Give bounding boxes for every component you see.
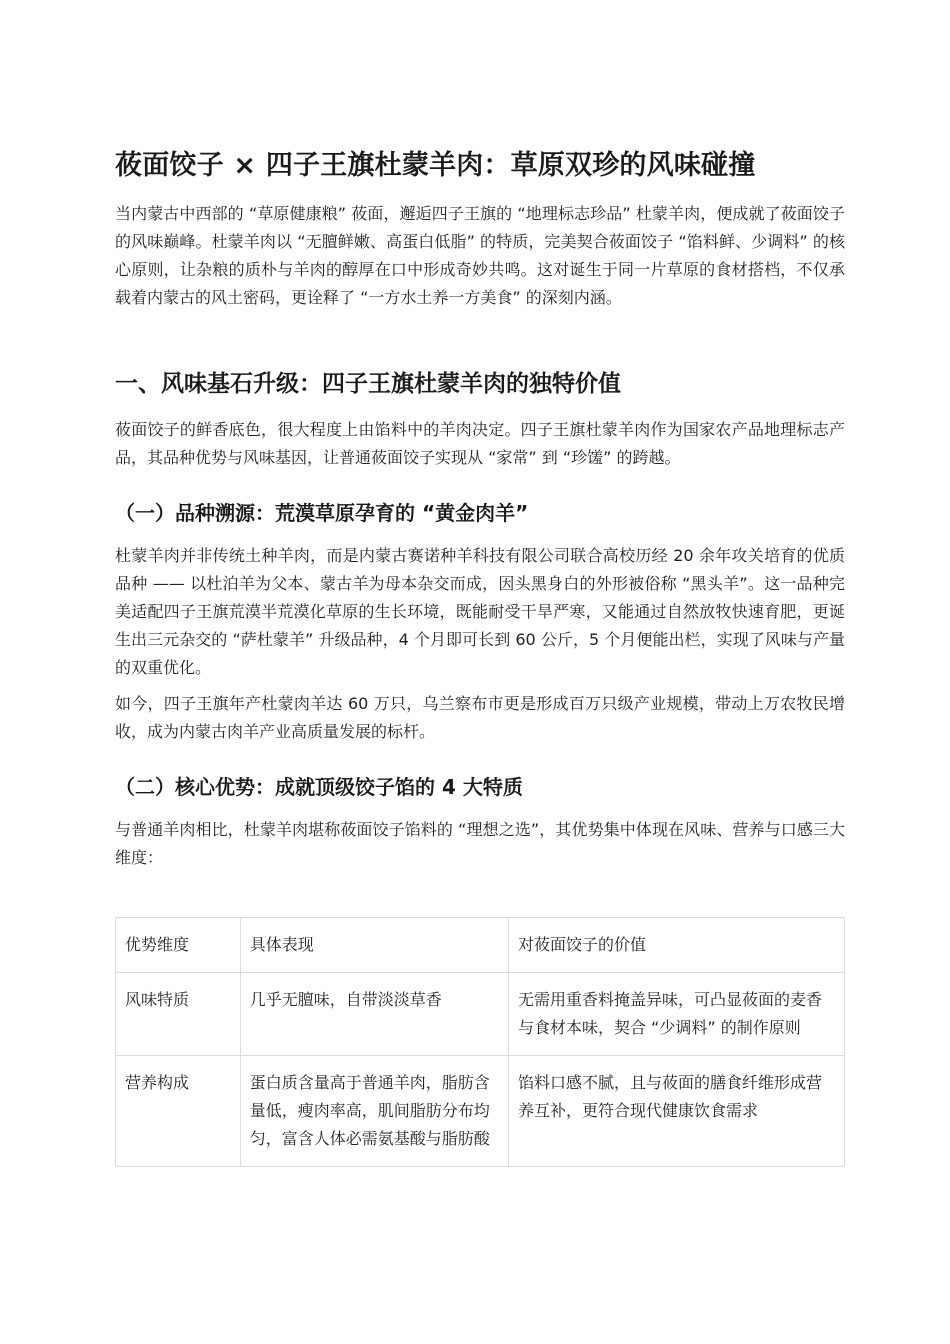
- section1-heading: 一、风味基石升级：四子王旗杜蒙羊肉的独特价值: [115, 371, 621, 397]
- table-row: [116, 1056, 845, 1167]
- subsection2-paragraph: 与普通羊肉相比，杜蒙羊肉堪称莜面饺子馅料的 “理想之选”，其优势集中体现在风味、营养与口感三大维度：: [115, 820, 845, 867]
- intro-paragraph: 当内蒙古中西部的 “草原健康粮” 莜面，邂逅四子王旗的 “地理标志珍品” 杜蒙羊肉，便成就了莜面饺子的风味巅峰。杜蒙羊肉以 “无膻鲜嫩、高蛋白低脂” 的特质，完美契合莜面饺子 “馅料鲜、少调料” 的核心原则，让杂粮的质朴与羊肉的醇厚在口中形成奇妙共鸣。这对诞生于同一片草原的食材搭档，不仅承载着内蒙古的风土密码，更诠释了 “一方水土养一方美食” 的深刻内涵。: [115, 204, 845, 307]
- table-row: [116, 973, 845, 1056]
- subsection1-paragraph1: 杜蒙羊肉并非传统土种羊肉，而是内蒙古赛诺种羊科技有限公司联合高校历经 20 余年攻关培育的优质品种 —— 以杜泊羊为父本、蒙古羊为母本杂交而成，因头黑身白的外形被俗称 “黑头羊”。这一品种完美适配四子王旗荒漠半荒漠化草原的生长环境，既能耐受干旱严寒，又能通过自然放牧快速育肥，更诞生出三元杂交的 “萨杜蒙羊” 升级品种，4 个月即可长到 60 公斤，5 个月便能出栏，实现了风味与产量的双重优化。: [115, 546, 845, 677]
- table-cell: 几乎无膻味，自带淡淡草香: [240, 973, 508, 1056]
- document-title: 莜面饺子 × 四子王旗杜蒙羊肉：草原双珍的风味碰撞: [115, 150, 756, 181]
- table-header-cell: 优势维度: [116, 918, 241, 973]
- table-header-row: [116, 918, 845, 973]
- table-cell: 蛋白质含量高于普通羊肉，脂肪含量低，瘦肉率高，肌间脂肪分布均匀，富含人体必需氨基酸与脂肪酸: [240, 1056, 508, 1167]
- table-header-cell: 具体表现: [240, 918, 508, 973]
- section1-paragraph: 莜面饺子的鲜香底色，很大程度上由馅料中的羊肉决定。四子王旗杜蒙羊肉作为国家农产品地理标志产品，其品种优势与风味基因，让普通莜面饺子实现从 “家常” 到 “珍馐” 的跨越。: [115, 420, 845, 467]
- table-cell: 无需用重香料掩盖异味，可凸显莜面的麦香与食材本味，契合 “少调料” 的制作原则: [508, 973, 844, 1056]
- table-cell: 馅料口感不腻，且与莜面的膳食纤维形成营养互补，更符合现代健康饮食需求: [508, 1056, 844, 1167]
- table-header-cell: 对莜面饺子的价值: [508, 918, 844, 973]
- subsection1-heading: （一）品种溯源：荒漠草原孕育的 “黄金肉羊”: [115, 501, 529, 525]
- subsection2-heading: （二）核心优势：成就顶级饺子馅的 4 大特质: [115, 775, 523, 799]
- table-cell: 营养构成: [116, 1056, 241, 1167]
- advantage-table: [115, 917, 845, 1167]
- subsection1-paragraph2: 如今，四子王旗年产杜蒙肉羊达 60 万只，乌兰察布市更是形成百万只级产业规模，带动上万农牧民增收，成为内蒙古肉羊产业高质量发展的标杆。: [115, 694, 845, 741]
- table-cell: 风味特质: [116, 973, 241, 1056]
